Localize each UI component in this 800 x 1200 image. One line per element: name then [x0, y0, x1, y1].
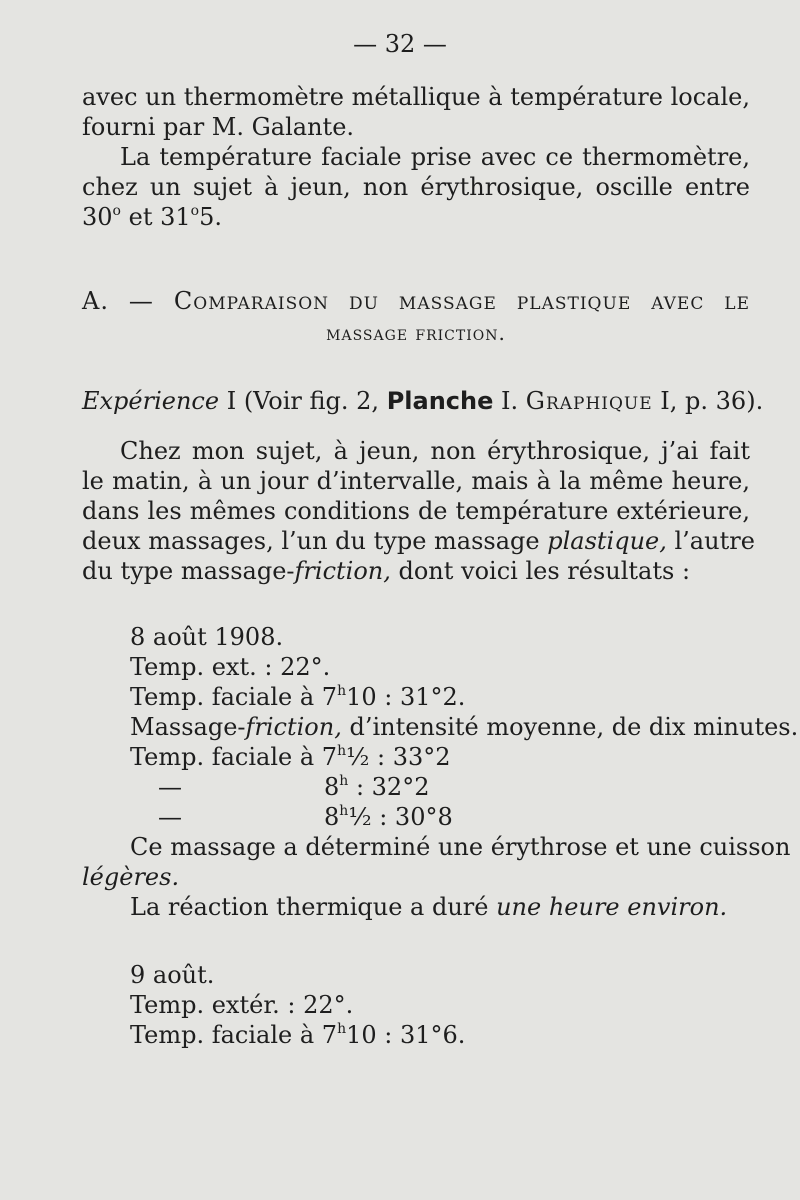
para-line-4	[82, 526, 755, 556]
value: 10 : 31°6.	[346, 1021, 466, 1049]
day1-reading-3	[130, 802, 750, 832]
day1-massage	[130, 712, 799, 742]
italic: légères.	[82, 863, 180, 891]
day1-reading-2	[130, 772, 750, 802]
section-heading-line-1: A. — Comparaison du massage plastique avec le	[82, 287, 750, 315]
experience-ref-3: I, p. 36).	[652, 387, 764, 415]
para-line-3: dans les mêmes conditions de température extérieure,	[82, 497, 750, 525]
para-line-1: Chez mon sujet, à jeun, non érythrosique, j’ai fait	[120, 437, 750, 465]
para-text: dont voici les résultats :	[390, 557, 691, 585]
italic: friction,	[245, 713, 342, 741]
ditto-dash: —	[158, 773, 182, 801]
intro-line-5	[82, 202, 750, 232]
experience-ref-2: I.	[493, 387, 526, 415]
day1-reading-1	[130, 742, 750, 772]
day1-note-1: Ce massage a déterminé une érythrose et une cuisson	[130, 833, 791, 861]
label: Temp. faciale à 7	[130, 743, 338, 771]
section-heading-line-2: massage friction.	[326, 321, 506, 345]
day1-note-3	[130, 892, 750, 922]
intro-line-3: La température faciale prise avec ce thermomètre,	[120, 143, 750, 171]
intro-line-1: avec un thermomètre métallique à température locale,	[82, 83, 750, 111]
hour-sup: h	[339, 803, 349, 819]
hour: 8	[324, 773, 340, 801]
para-text: deux massages, l’un du type massage	[82, 527, 548, 555]
ditto-dash: —	[158, 803, 182, 831]
hour-sup: h	[339, 773, 349, 789]
day2-date: 9 août.	[130, 961, 215, 989]
para-line-2: le matin, à un jour d’intervalle, mais à la même heure,	[82, 467, 750, 495]
day1-note-2	[82, 862, 750, 892]
degree-sup: o	[112, 203, 121, 219]
para-line-5	[82, 556, 750, 586]
italic: une heure environ.	[496, 893, 728, 921]
graphique-label: Graphique	[525, 387, 653, 415]
label: Temp. faciale à 7	[130, 683, 338, 711]
temp-low: 30	[82, 203, 113, 231]
label: Temp. faciale à 7	[130, 1021, 338, 1049]
experience-label: Expérience	[82, 387, 220, 415]
value: ½ : 30°8	[348, 803, 453, 831]
day1-date: 8 août 1908.	[130, 623, 284, 651]
day1-ext-temp: Temp. ext. : 22°.	[130, 653, 331, 681]
temp-high: 5.	[199, 203, 222, 231]
day2-ext-temp: Temp. extér. : 22°.	[130, 991, 354, 1019]
para-text: du type massage-	[82, 557, 295, 585]
hour-sup: h	[337, 743, 347, 759]
hour: 8	[324, 803, 340, 831]
day1-facial-temp	[130, 682, 750, 712]
value: 10 : 31°2.	[346, 683, 466, 711]
para-italic: friction,	[294, 557, 391, 585]
experience-ref-1: I (Voir fig. 2,	[219, 387, 387, 415]
day2-facial-temp	[130, 1020, 750, 1050]
page-number: — 32 —	[353, 30, 447, 58]
hour-sup: h	[337, 1021, 347, 1037]
planche-label: Planche	[386, 387, 494, 415]
hour-sup: h	[337, 683, 347, 699]
temp-mid: et 31	[120, 203, 191, 231]
text: La réaction thermique a duré	[130, 893, 497, 921]
value: ½ : 33°2	[346, 743, 451, 771]
para-text: l’autre	[666, 527, 755, 555]
value: : 32°2	[348, 773, 430, 801]
text: d’intensité moyenne, de dix minutes.	[341, 713, 799, 741]
para-italic: plastique,	[547, 527, 667, 555]
degree-sup: o	[190, 203, 200, 219]
experience-heading	[82, 386, 764, 416]
label: Massage-	[130, 713, 246, 741]
intro-line-4: chez un sujet à jeun, non érythrosique, oscille entre	[82, 173, 750, 201]
intro-line-2: fourni par M. Galante.	[82, 113, 355, 141]
